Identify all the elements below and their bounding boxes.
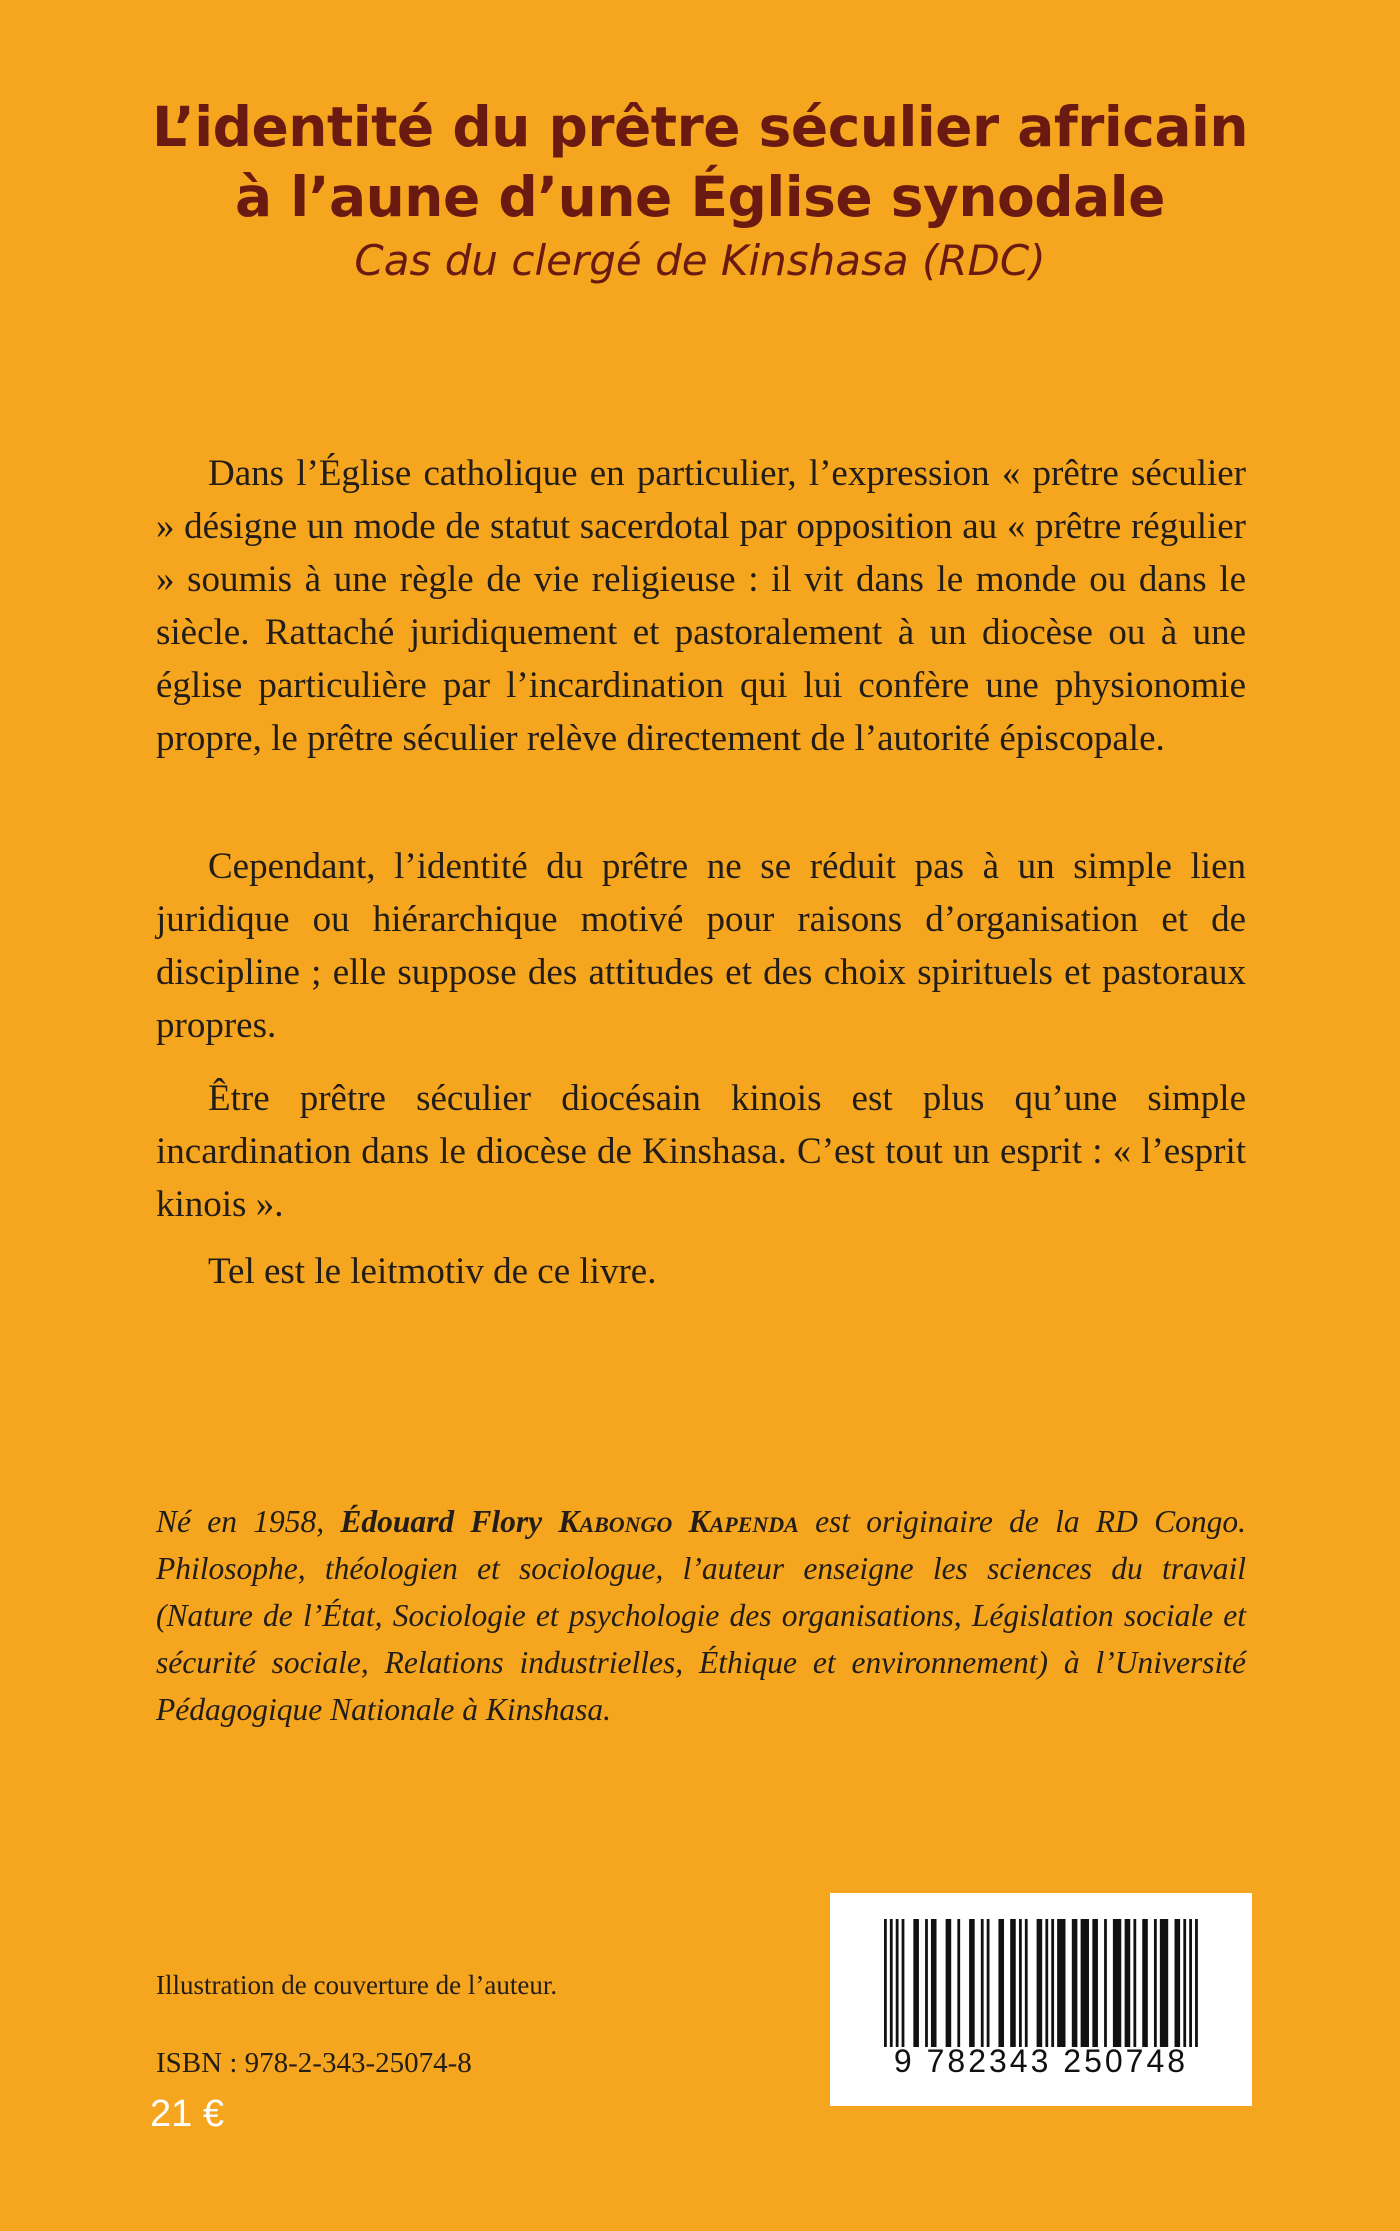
blurb-paragraph-3: Être prêtre séculier diocésain kinois est plus qu’une simple incardination dans le diocèse de Kinshasa. C’est tout un esprit : « l’esprit kinois ».: [156, 1078, 1246, 1225]
author-bio-intro: Né en 1958,: [156, 1504, 341, 1539]
barcode: [830, 1893, 1252, 2106]
book-subtitle: Cas du clergé de Kinshasa (RDC): [354, 236, 1046, 285]
book-title-line-1: L’identité du prêtre séculier africain: [151, 95, 1248, 159]
barcode-digits: 9 782343 250748: [893, 2043, 1189, 2079]
barcode-bars-icon: [884, 1919, 1198, 2047]
book-title-line-2: à l’aune d’une Église synodale: [235, 165, 1165, 229]
isbn: ISBN : 978-2-343-25074-8: [156, 2047, 472, 2079]
blurb-paragraph-2: Cependant, l’identité du prêtre ne se réduit pas à un simple lien juridique ou hiérarchique motivé pour raisons d’organisation et de discipline ; elle suppose des attitudes et des choix spirituels et pastoraux propres.: [156, 846, 1246, 1046]
illustration-credit: Illustration de couverture de l’auteur.: [156, 1970, 558, 2000]
author-surname: Kabongo Kapenda: [558, 1504, 799, 1539]
price: 21 €: [150, 2093, 224, 2135]
author-first-names: Édouard Flory: [340, 1504, 559, 1539]
author-bio-text: est originaire de la RD Congo. Philosophe, théologien et sociologue, l’auteur enseigne les sciences du travail (Nature de l’État, Sociologie et psychologie des organisations, Législation sociale et sécurité sociale, Relations industrielles, Éthique et environnement) à l’Université Pédagogique Nationale à Kinshasa.: [156, 1504, 1246, 1727]
blurb-paragraph-1: Dans l’Église catholique en particulier, l’expression « prêtre séculier » désigne un mode de statut sacerdotal par opposition au « prêtre régulier » soumis à une règle de vie religieuse : il vit dans le monde ou dans le siècle. Rattaché juridiquement et pastoralement à un diocèse ou à une église particulière par l’incardination qui lui confère une physionomie propre, le prêtre séculier relève directement de l’autorité épiscopale.: [156, 453, 1246, 759]
blurb-paragraph-4: Tel est le leitmotiv de ce livre.: [208, 1251, 657, 1292]
author-bio: [156, 1498, 1246, 1733]
